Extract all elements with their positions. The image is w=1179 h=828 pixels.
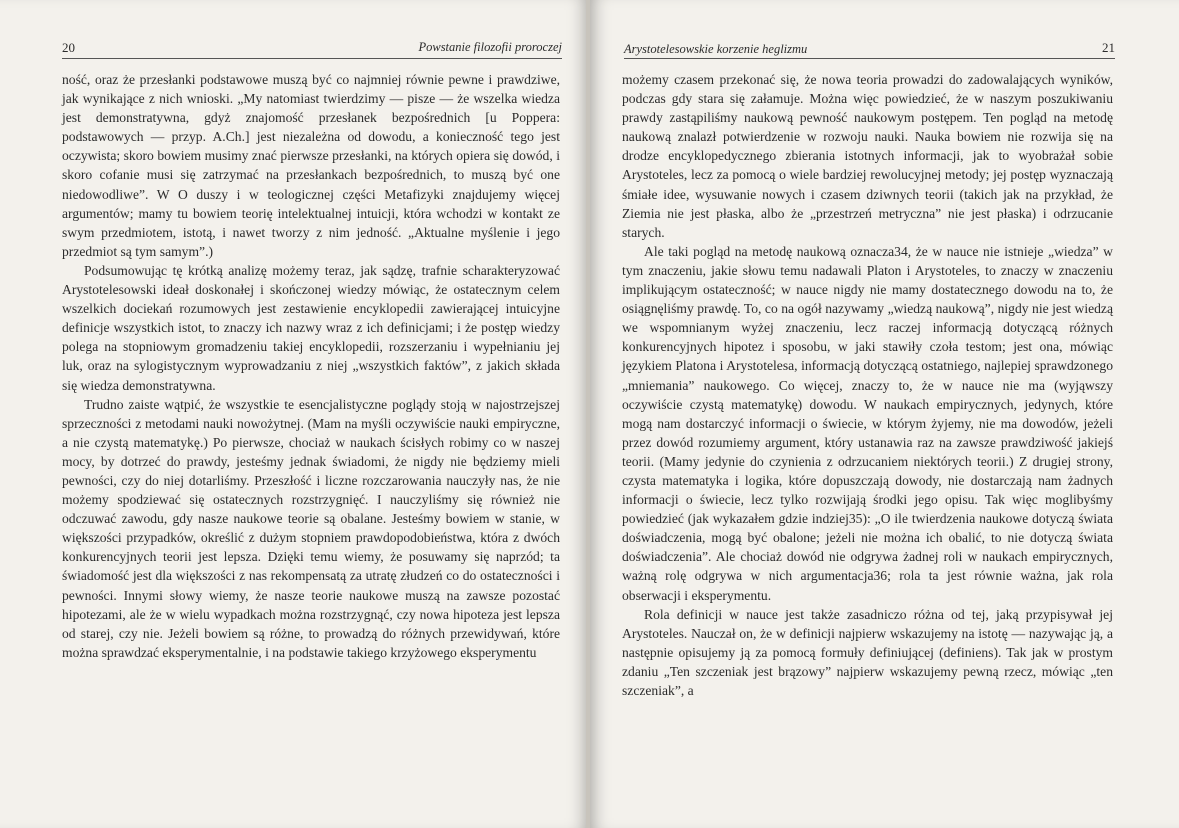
left-paragraph-3: Trudno zaiste wątpić, że wszystkie te esencjalistyczne poglądy stoją w najostrzejszej sprzeczności z metodami nauki nowożytnej. (Mam na myśli oczywiście nauki empiryczne, a nie czystą matematykę.) Po pierwsze, chociaż w naukach ścisłych robimy co w naszej mocy, by dotrzeć do prawdy, jesteśmy jednak świadomi, że nigdy nie będziemy mieli pewności, czy do niej dotarliśmy. Przeszłość i liczne rozczarowania nauczyły nas, że nie możemy spodziewać się ostatecznych rozstrzygnięć. I nauczyliśmy się również nie odczuwać zawodu, gdy nasze naukowe teorie są obalane. Jesteśmy bowiem w stanie, w większości przypadków, określić z dużym stopniem prawdopodobieństwa, która z dwóch konkurencyjnych teorii jest lepsza. Dzięki temu wiemy, że posuwamy się naprzód; ta świadomość jest dla większości z nas rekompensatą za utratę złudzeń co do ostateczności i pewności. Innymi słowy wiemy, że nasze teorie naukowe muszą na zawsze pozostać hipotezami, ale że w wielu wypadkach można rozstrzygnąć, czy nowa hipoteza jest lepsza od starej, czy nie. Jeżeli bowiem są różne, to prowadzą do różnych przewidywań, które można sprawdzać eksperymentalnie, i na podstawie takiego krzyżowego eksperymentu bbox=[62, 396, 560, 660]
left-running-title: Powstanie filozofii proroczej bbox=[418, 40, 562, 54]
right-paragraph-3: Rola definicji w nauce jest także zasadniczo różna od tej, jaką przypisywał jej Arystoteles. Nauczał on, że w definicji najpierw wskazujemy na istotę — nazywając ją, a następnie opisujemy ją za pomocą formuły definiującej (definiens). Tak jak w prostym zdaniu „Ten szczeniak jest brązowy” najpierw wskazujemy pewną rzecz, mówiąc „ten szczeniak”, a bbox=[622, 606, 1113, 698]
right-running-title: Arystotelesowskie korzenie heglizmu bbox=[624, 42, 808, 56]
right-page-number: 21 bbox=[1102, 40, 1115, 55]
right-paragraph-2: Ale taki pogląd na metodę naukową oznacza34, że w nauce nie istnieje „wiedza” w tym znaczeniu, jakie słowu temu nadawali Platon i Arystoteles, to znaczy w znaczeniu implikującym ostateczność; w nauce nigdy nie mamy dostatecznego dowodu na to, że osiągnęliśmy prawdę. To, co na ogół nazywamy „wiedzą naukową”, nigdy nie jest wiedzą we wspomnianym wyżej znaczeniu, lecz raczej informacją dotyczącą różnych konkurencyjnych hipotez i sposobu, w jaki stawiły czoła testom; jest ona, mówiąc językiem Platona i Arystotelesa, informacją dotyczącą ostatniego, najlepiej sprawdzonego „mniemania” naukowego. Co więcej, znaczy to, że w nauce nie ma (wyjąwszy oczywiście czystą matematykę) dowodu. W naukach empirycznych, jedynych, które mogą nam dostarczyć informacji o świecie, w którym żyjemy, nie ma dowodów, jeżeli przez dowód rozumiemy argument, który ustanawia raz na zawsze prawdziwość jakiejś teorii. (Mamy jedynie do czynienia z odrzucaniem niektórych teorii.) Z drugiej strony, czysta matematyka i logika, które dopuszczają dowody, nie dostarczają nam żadnych informacji o świecie, lecz tylko rozwijają środki jego opisu. Tak więc moglibyśmy powiedzieć (jak wykazałem gdzie indziej35): „O ile twierdzenia naukowe dotyczą świata doświadczenia, mogą być obalone; jeżeli nie można ich obalić, to nie dotyczą świata doświadczenia”. Ale chociaż dowód nie odgrywa żadnej roli w naukach empirycznych, ważną rolę odgrywa w nich argumentacja36; rola ta jest równie ważna, jak rola obserwacji i eksperymentu. bbox=[622, 243, 1113, 603]
left-page-body bbox=[62, 70, 560, 662]
left-page bbox=[0, 0, 588, 828]
left-header-rule bbox=[62, 58, 562, 59]
right-page-body bbox=[622, 70, 1113, 700]
left-paragraph-2: Podsumowując tę krótką analizę możemy teraz, jak sądzę, trafnie scharakteryzować Arystotelesowski ideał doskonałej i skończonej wiedzy mówiąc, że ostatecznym celem wszelkich dociekań rozumowych jest zestawienie encyklopedii zawierającej intuicyjne definicje wszystkich istot, to znaczy ich nazwy wraz z ich definicjami; i że postęp wiedzy polega na stopniowym gromadzeniu takiej encyklopedii, rozszerzaniu i wypełnianiu jej luk, oraz na sylogistycznym wyprowadzaniu z niej „wszystkich faktów”, z jakich składa się wiedza demonstratywna. bbox=[62, 262, 560, 393]
right-header-rule bbox=[624, 58, 1115, 59]
right-page bbox=[590, 0, 1179, 828]
left-paragraph-1: ność, oraz że przesłanki podstawowe muszą być co najmniej równie pewne i prawdziwe, jak wynikające z nich wnioski. „My natomiast twierdzimy — pisze — że wszelka wiedza jest demonstratywna, gdyż znajomość przesłanek bezpośrednich [u Poppera: podstawowych — przyp. A.Ch.] jest niezależna od dowodu, a konieczność tego jest oczywista; skoro bowiem musimy znać pierwsze przesłanki, na których opiera się dowód, i skoro cofanie musi się zatrzymać na przesłankach bezpośrednich, to muszą być one niedowodliwe”. W O duszy i w teologicznej części Metafizyki znajdujemy więcej argumentów; mamy tu bowiem teorię intelektualnej intuicji, która wchodzi w kontakt ze swym przedmiotem, istotą, i nawet tworzy z nim jedność. „Aktualne myślenie i jego przedmiot są tym samym”.) bbox=[62, 72, 560, 259]
left-page-number: 20 bbox=[62, 40, 75, 55]
right-paragraph-1: możemy czasem przekonać się, że nowa teoria prowadzi do zadowalających wyników, podczas gdy stara się załamuje. Można więc powiedzieć, że w naszym poszukiwaniu prawdy zastąpiliśmy naukową pewność naukowym postępem. Ten pogląd na metodę naukową znalazł potwierdzenie w rozwoju nauki. Nauka bowiem nie rozwija się na drodze encyklopedycznego zbierania istotnych informacji, jak to wyobrażał sobie Arystoteles, lecz za pomocą o wiele bardziej rewolucyjnej metody; jej postęp wyznaczają śmiałe idee, wysuwanie nowych i czasem dziwnych teorii (takich jak na przykład, że Ziemia nie jest płaska, albo że „przestrzeń metryczna” nie jest płaska) i odrzucanie starych. bbox=[622, 72, 1113, 240]
